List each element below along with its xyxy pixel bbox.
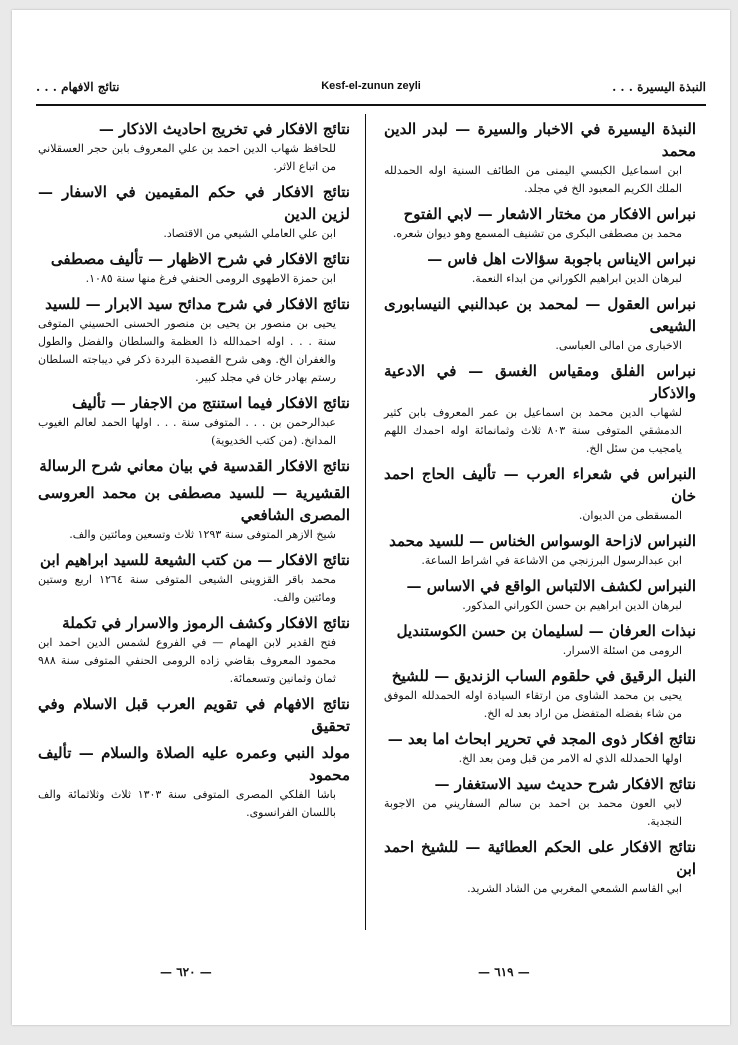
entry [38,118,350,176]
entry [384,360,696,458]
entry [384,530,696,570]
entry-title: نبراس الافكار من مختار الاشعار — لابي الفتوح [403,205,696,223]
entry-title: نتائج افكار ذوى المجد في تحرير ابحاث اما بعد — [387,730,696,748]
header-right-title: النبذة اليسيرة . . . [612,80,706,94]
entry-title: نتائج الافكار على الحكم العطائية — للشيخ احمد ابن [384,838,696,878]
entry-title: نبذات العرفان — لسليمان بن حسن الكوستنديل [396,622,696,640]
entry-body: لبرهان الدين ابراهيم الكوراني من ابداء النعمة. [471,272,682,285]
entry-title: النبذة اليسيرة في الاخبار والسيرة — لبدر الدين محمد [384,120,696,160]
entry-title: نتائج الافكار فيما استنتج من الاجفار — تأليف [72,394,350,412]
header-center-title: Kesf-el-zunun zeyli [321,80,421,92]
entry [384,248,696,288]
entry-title: القشيرية — للسيد مصطفى بن محمد العروسى المصرى الشافعي [38,484,350,524]
entry-body: الاخبارى من امالى العباسى. [555,339,682,352]
column-divider [365,114,366,930]
entry-body: ابي القاسم الشمعي المغربي من الشاد الشريد. [467,882,682,895]
header-left-title: نتائج الافهام . . . [36,80,120,94]
entry [38,549,350,607]
entry-body: يحيى بن منصور بن يحيى بن منصور الحسنى الحسيني المتوفى سنة . . . اوله احمدالله ذا العظمة والسلطان والفضل والطول والغفران الخ. وهى شرح القصيدة البردة ذكر في ديباجته السلطان رستم بهادر خان في مجلد كبير. [38,317,336,384]
left-page-number: — ٦٢٠ — [160,965,212,979]
entry-body: لابي العون محمد بن احمد بن سالم السفاريني من الاجوبة النجدية. [384,797,682,828]
entry [38,455,350,477]
entry-title: نتائج الافهام في تقويم العرب قبل الاسلام وفي تحقيق [38,695,350,735]
entry [384,118,696,198]
entry [384,773,696,831]
entry-body: ابن علي العاملي الشيعي من الاقتصاد. [163,227,336,240]
left-column [38,118,350,827]
entry [38,293,350,387]
entry-title: النبراس لكشف الالتباس الواقع في الاساس — [406,577,696,595]
document-page [12,10,730,1025]
entry [38,693,350,737]
entry [384,728,696,768]
entry-body: الرومى من اسئلة الاسرار. [562,644,682,657]
entry-body: محمد باقر القزوينى الشيعى المتوفى سنة ١٢٦٤ اربع وستين ومائتين والف. [38,573,336,604]
right-page-number: — ٦١٩ — [478,965,530,979]
entry-title: نبراس العقول — لمحمد بن عبدالنبي النيسابورى الشيعى [384,295,696,335]
entry [384,463,696,525]
entry-body: ابن حمزة الاطهوى الرومى الحنفي فرغ منها سنة ١٠٨٥. [85,272,336,285]
entry-body: ابن اسماعيل الكبسي اليمنى من الطائف السنية اوله الحمدلله الملك الكريم المعبود الخ في مجلد. [384,164,682,195]
entry [384,203,696,243]
entry-title: نتائج الافكار في حكم المقيمين في الاسفار — لزين الدين [38,183,350,223]
entry-body: لشهاب الدين محمد بن اسماعيل بن عمر المعروف بابن كثير الدمشقي المتوفى سنة ٨٠٣ ثلاث وثمانمائة اوله احمدك اللهم يامجيب من سئل الخ. [384,406,682,455]
entry-body: فتح القدير لابن الهمام — في الفروع لشمس الدين احمد ابن محمود المعروف بقاضي زاده الرومى الحنفي المتوفى سنة ٩٨٨ ثمان وثمانين وتسعمائة. [38,636,336,685]
page-header [36,80,706,104]
entry-body: شيخ الازهر المتوفى سنة ١٢٩٣ ثلاث وتسعين ومائتين والف. [69,528,336,541]
entry [384,836,696,898]
entry-title: النبل الرقيق في حلقوم الساب الزنديق — للشيخ [391,667,696,685]
entry [38,742,350,822]
entry [384,293,696,355]
entry-body: للحافظ شهاب الدين احمد بن علي المعروف بابن حجر العسقلاني من اتباع الاثر. [38,142,336,173]
entry [38,248,350,288]
entry-body: ابن عبدالرسول البرزنجي من الاشاعة في اشراط الساعة. [421,554,682,567]
entry-title: نتائج الافكار في شرح الاظهار — تأليف مصطفى [50,250,350,268]
entry-body: عبدالرحمن بن . . . المتوفى سنة . . . اولها الحمد لعالم الغيوب المدانخ. (من كتب الخديوية) [38,416,336,447]
entry-title: نتائج الافكار في تخريج احاديث الاذكار — [98,120,350,138]
entry-body: يحيى بن محمد الشاوى من ارتقاء السيادة اوله الحمدلله الموفق من شاء بفضله المتفضل من اراد بعد له الخ. [384,689,682,720]
entry-body: لبرهان الدين ابراهيم بن حسن الكوراني المذكور. [462,599,682,612]
entry-title: نتائج الافكار شرح حديث سيد الاستغفار — [434,775,696,793]
entry [38,392,350,450]
header-rule [36,104,706,106]
entry-title: مولد النبي وعمره عليه الصلاة والسلام — تأليف محمود [38,744,350,784]
entry [38,482,350,544]
entry [384,575,696,615]
entry-title: نبراس الايناس باجوبة سؤالات اهل فاس — [427,250,696,268]
entry-body: اولها الحمدلله الذي له الامر من قبل ومن بعد الخ. [458,752,682,765]
entry-title: نتائج الافكار القدسية في بيان معاني شرح الرسالة [39,457,350,475]
entry-title: نتائج الافكار وكشف الرموز والاسرار في تكملة [62,614,350,632]
entry [384,665,696,723]
entry [384,620,696,660]
entry-body: محمد بن مصطفى البكرى من تشنيف المسمع وهو ديوان شعره. [392,227,682,240]
entry-title: نتائج الافكار في شرح مدائح سيد الابرار — للسيد [45,295,350,313]
entry-body: باشا الفلكي المصرى المتوفى سنة ١٣٠٣ ثلاث وثلاثمائة والف باللسان الفرانسوى. [38,788,336,819]
entry-title: النبراس في شعراء العرب — تأليف الحاج احمد خان [384,465,696,505]
entry-title: نتائج الافكار — من كتب الشيعة للسيد ابراهيم ابن [40,551,350,569]
entry-title: النبراس لازاحة الوسواس الخناس — للسيد محمد [389,532,696,550]
entry-body: المسقطى من الديوان. [578,509,682,522]
entry-title: نبراس الفلق ومقياس الغسق — في الادعية والاذكار [384,362,696,402]
entry [38,612,350,688]
entry [38,181,350,243]
right-column [384,118,696,903]
